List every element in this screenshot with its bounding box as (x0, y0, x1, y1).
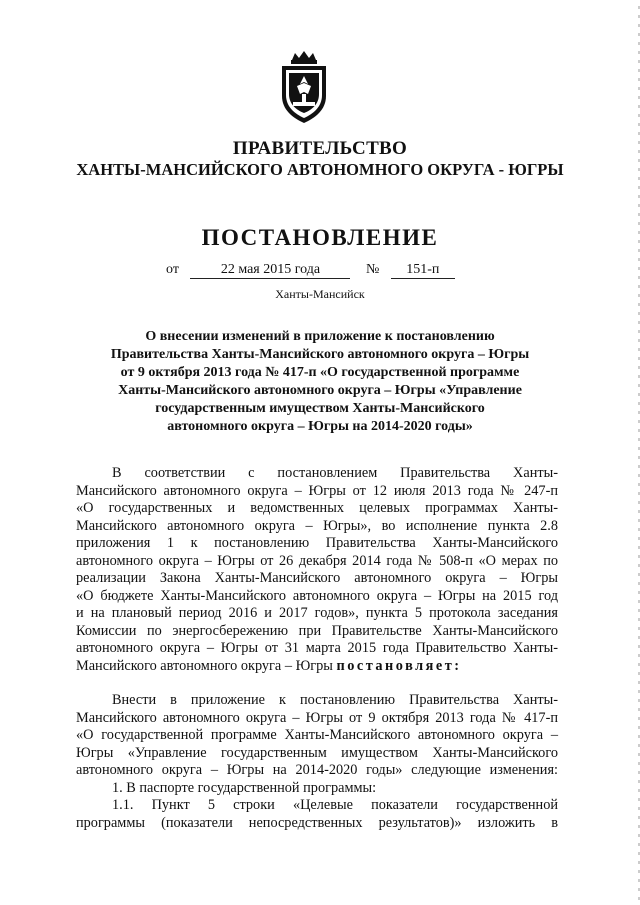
text-line (76, 658, 558, 676)
number-prefix: № (365, 262, 380, 277)
date-prefix: от (166, 262, 179, 277)
amendment-paragraph (76, 692, 558, 832)
coat-of-arms-icon (275, 50, 333, 126)
city-name: Ханты-Мансийск (275, 287, 365, 301)
subject-line: автономного округа – Югры на 2014-2020 годы» (167, 419, 473, 434)
text-line-part: Мансийского автономного округа – Югры (76, 657, 333, 674)
document-date: 22 мая 2015 года (190, 262, 350, 279)
text-line: В соответствии с постановлением Правительства Ханты- (112, 465, 558, 481)
government-subtitle: ХАНТЫ-МАНСИЙСКОГО АВТОНОМНОГО ОКРУГА - ЮГРЫ (76, 160, 564, 179)
text-line: Внести в приложение к постановлению Правительства Ханты- (112, 692, 558, 708)
text-line: реализации Закона Ханты-Мансийского автономного округа – Югры (76, 570, 558, 586)
subject-line: Правительства Ханты-Мансийского автономного округа – Югры (110, 347, 530, 362)
text-line: автономного округа – Югры от 31 марта 2015 года Правительство Ханты- (76, 640, 558, 656)
text-line: Мансийского автономного округа – Югры от 12 июля 2013 года № 247-п (76, 482, 558, 499)
date-number-line (166, 262, 486, 279)
text-line: Комиссии по энергосбережению при Правительстве Ханты-Мансийского (76, 622, 558, 639)
text-line: приложения 1 к постановлению Правительства Ханты-Мансийского (76, 535, 558, 551)
text-line: и на плановый период 2016 и 2017 годов», пункта 5 протокола заседания (76, 605, 558, 621)
text-line: Мансийского автономного округа – Югры от 9 октября 2013 года № 417-п (76, 709, 558, 726)
preamble-paragraph (76, 465, 558, 675)
text-line: «О государственных и ведомственных целевых программах Ханты- (76, 500, 558, 516)
text-line: «О государственной программе Ханты-Мансийского автономного округа – (76, 727, 558, 743)
subject-line: О внесении изменений в приложение к постановлению (145, 329, 495, 344)
text-line: автономного округа – Югры на 2014-2020 годы» следующие изменения: (76, 762, 558, 778)
document-subject (0, 328, 640, 436)
subject-line: от 9 октября 2013 года № 417-п «О государственной программе (120, 365, 520, 380)
document-type-title: ПОСТАНОВЛЕНИЕ (201, 225, 439, 250)
text-line: программы (показатели непосредственных результатов)» изложить в (76, 814, 558, 831)
government-title: ПРАВИТЕЛЬСТВО (232, 138, 408, 159)
document-number: 151-п (391, 262, 455, 279)
text-line: автономного округа – Югры от 26 декабря 2014 года № 508-п «О мерах по (76, 552, 558, 569)
subject-line: Ханты-Мансийского автономного округа – Югры «Управление (118, 383, 522, 398)
resolves-word: постановляет: (336, 657, 462, 674)
subject-line: государственным имуществом Ханты-Мансийского (155, 401, 485, 416)
text-line: Мансийского автономного округа – Югры», во исполнение пункта 2.8 (76, 517, 558, 534)
text-line: 1. В паспорте государственной программы: (112, 779, 377, 796)
text-line: Югры «Управление государственным имуществом Ханты-Мансийского (76, 744, 558, 761)
text-line: 1.1. Пункт 5 строки «Целевые показатели государственной (112, 797, 558, 813)
text-line: «О бюджете Ханты-Мансийского автономного округа – Югры на 2015 год (76, 587, 558, 604)
